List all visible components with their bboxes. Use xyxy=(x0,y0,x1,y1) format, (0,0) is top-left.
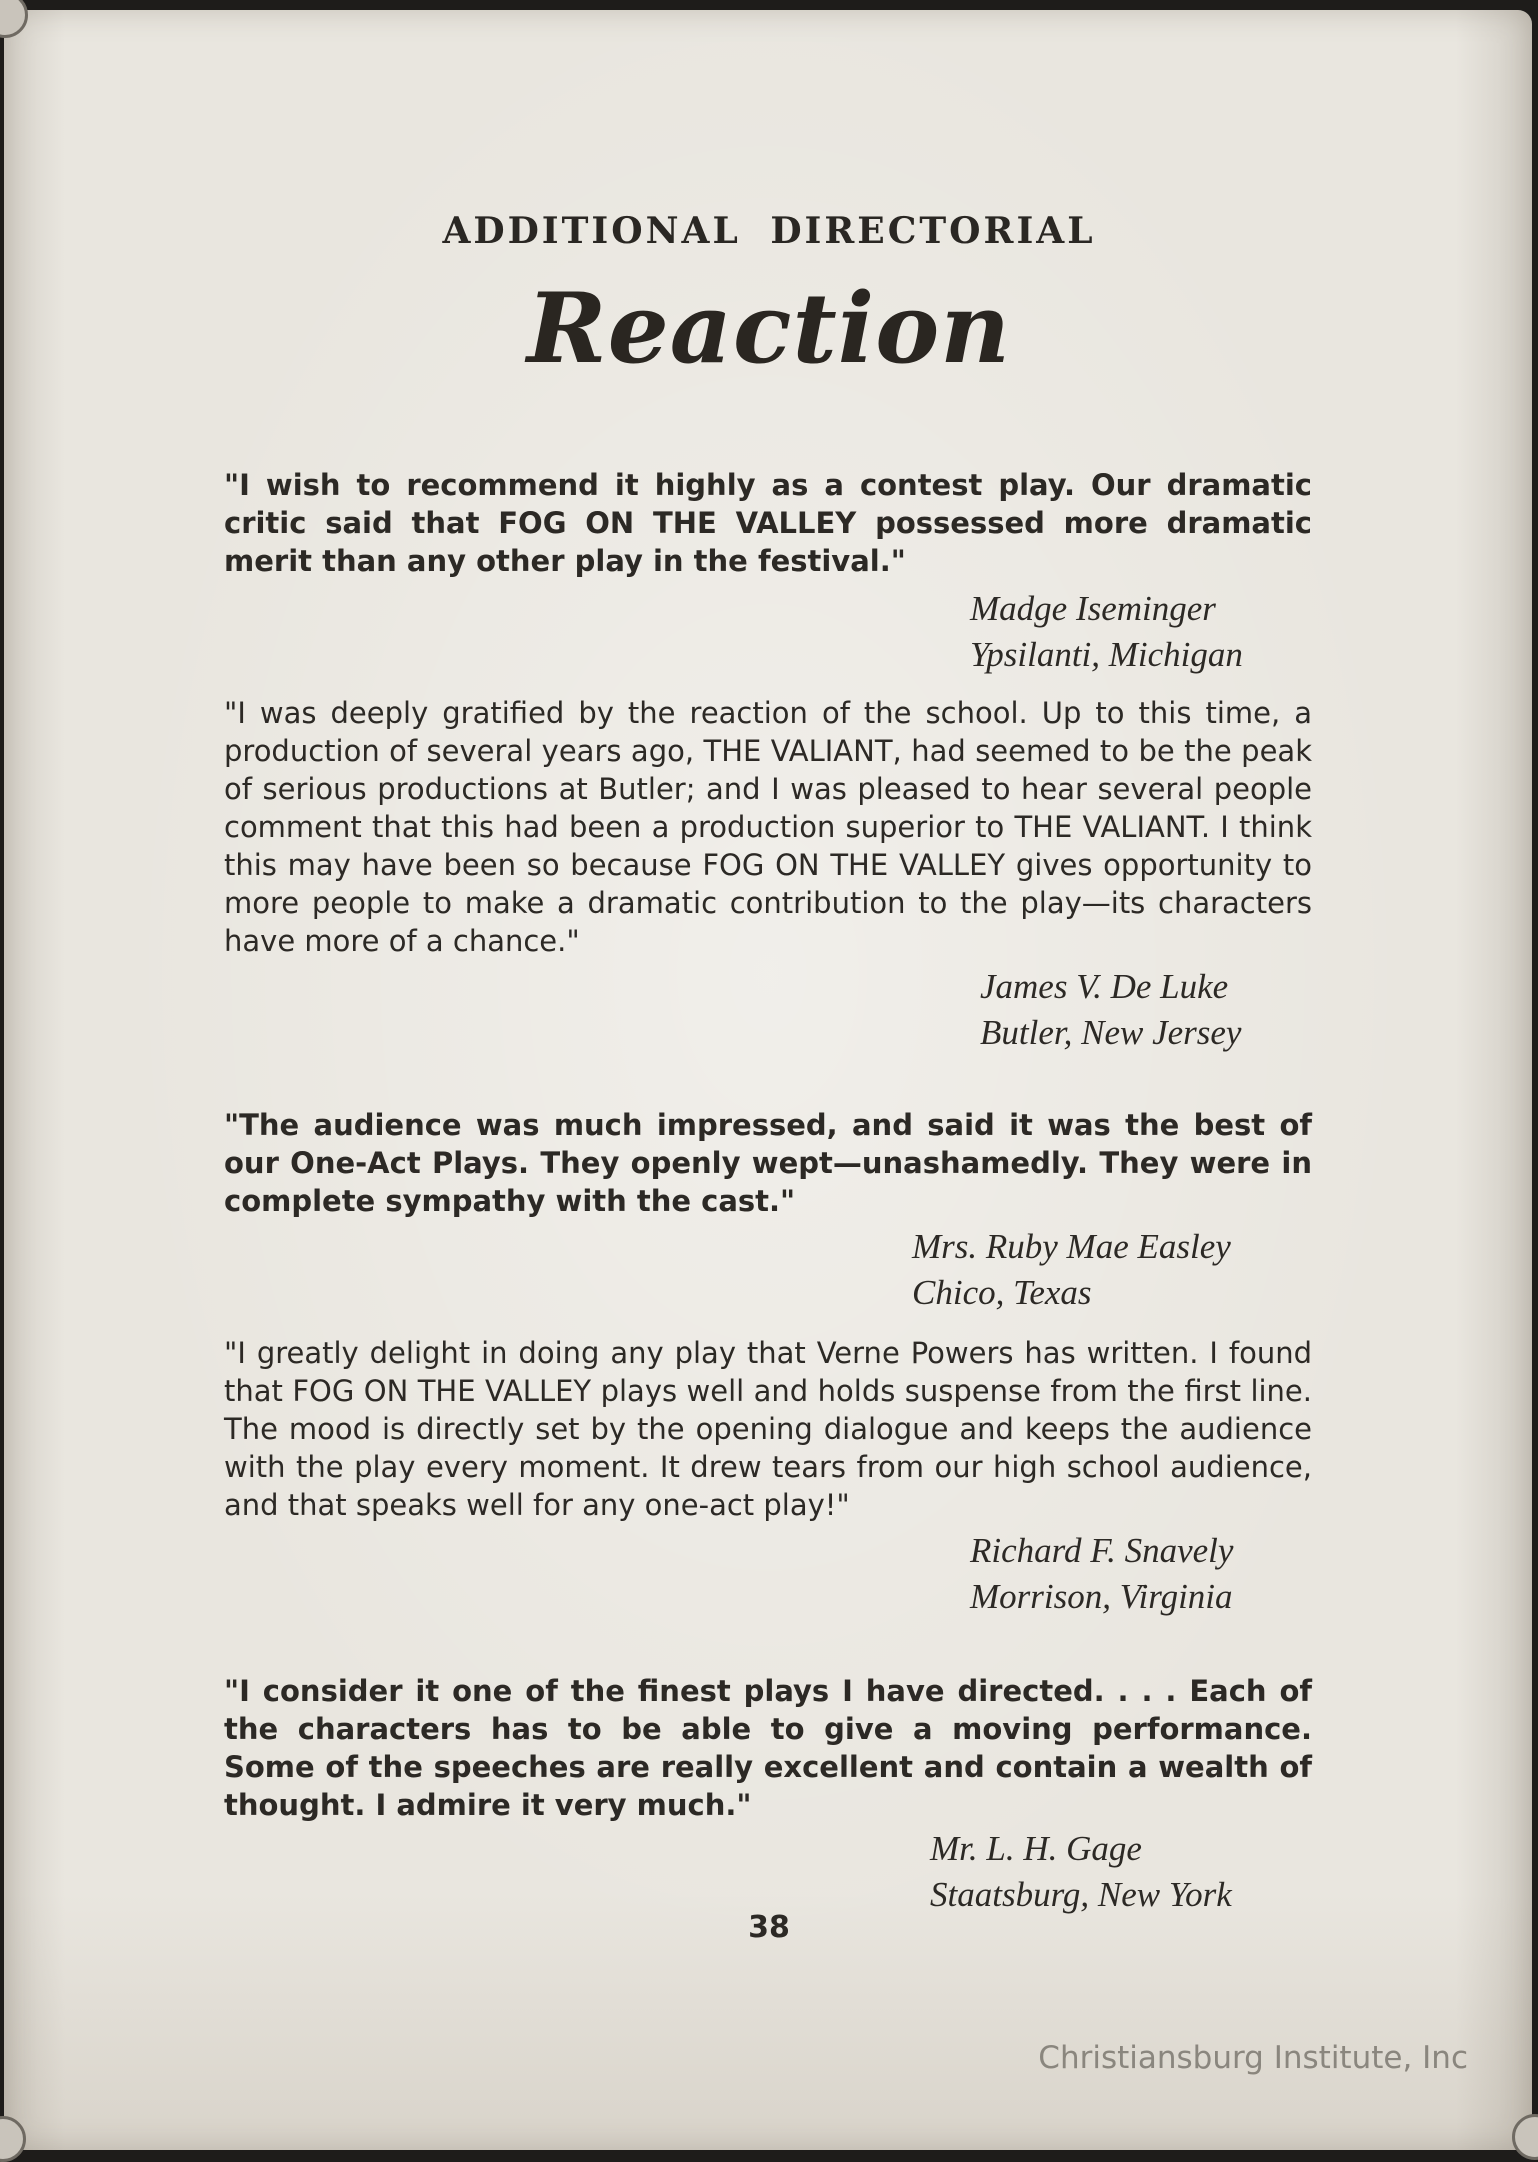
page-number: 38 xyxy=(748,1910,790,1945)
page-corner-bottom-left xyxy=(0,2116,26,2162)
testimonial-quote: "The audience was much impressed, and said it was the best of our One-Act Plays. They openly wept—unashamedly. They were in complete sympathy with the cast." xyxy=(224,1108,1312,1218)
testimonial-location: Butler, New Jersey xyxy=(980,1013,1242,1052)
testimonial-name: James V. De Luke xyxy=(980,967,1229,1006)
testimonial-1 xyxy=(224,466,1312,678)
testimonial-location: Ypsilanti, Michigan xyxy=(970,635,1243,674)
page-corner-bottom-right xyxy=(1512,2114,1538,2160)
watermark: Christiansburg Institute, Inc xyxy=(1038,2040,1468,2076)
testimonial-quote: "I consider it one of the finest plays I have directed. . . . Each of the characters has to be able to give a moving performance. Some of the speeches are really excellent and contain a wealth of thought. I admire it very much." xyxy=(224,1674,1312,1822)
testimonial-quote: "I greatly delight in doing any play that Verne Powers has written. I found that FOG ON THE VALLEY plays well and holds suspense from the first line. The mood is directly set by the opening dialogue and keeps the audience with the play every moment. It drew tears from our high school audience, and that speaks well for any one-act play!" xyxy=(224,1336,1312,1522)
testimonial-5 xyxy=(224,1672,1312,1918)
testimonial-2 xyxy=(224,694,1312,1056)
testimonial-quote: "I wish to recommend it highly as a contest play. Our dramatic critic said that FOG ON THE VALLEY possessed more dramatic merit than any other play in the festival." xyxy=(224,468,1312,578)
page-title: Reaction xyxy=(526,272,1012,385)
page-corner-top-left xyxy=(0,0,28,38)
testimonial-location: Staatsburg, New York xyxy=(930,1875,1232,1914)
testimonial-location: Morrison, Virginia xyxy=(970,1577,1233,1616)
testimonial-location: Chico, Texas xyxy=(912,1273,1092,1312)
testimonial-4 xyxy=(224,1334,1312,1620)
testimonial-name: Mr. L. H. Gage xyxy=(930,1829,1142,1868)
testimonial-quote: "I was deeply gratified by the reaction of the school. Up to this time, a production of several years ago, THE VALIANT, had seemed to be the peak of serious productions at Butler; and I was pleased to hear several people comment that this had been a production superior to THE VALIANT. I think this may have been so because FOG ON THE VALLEY gives opportunity to more people to make a dramatic contribution to the play—its characters have more of a chance." xyxy=(224,696,1312,958)
testimonial-name: Richard F. Snavely xyxy=(970,1531,1234,1570)
testimonial-name: Madge Iseminger xyxy=(970,589,1216,628)
testimonial-name: Mrs. Ruby Mae Easley xyxy=(912,1227,1231,1266)
testimonial-3 xyxy=(224,1106,1312,1316)
section-heading: ADDITIONAL DIRECTORIAL xyxy=(442,210,1096,252)
